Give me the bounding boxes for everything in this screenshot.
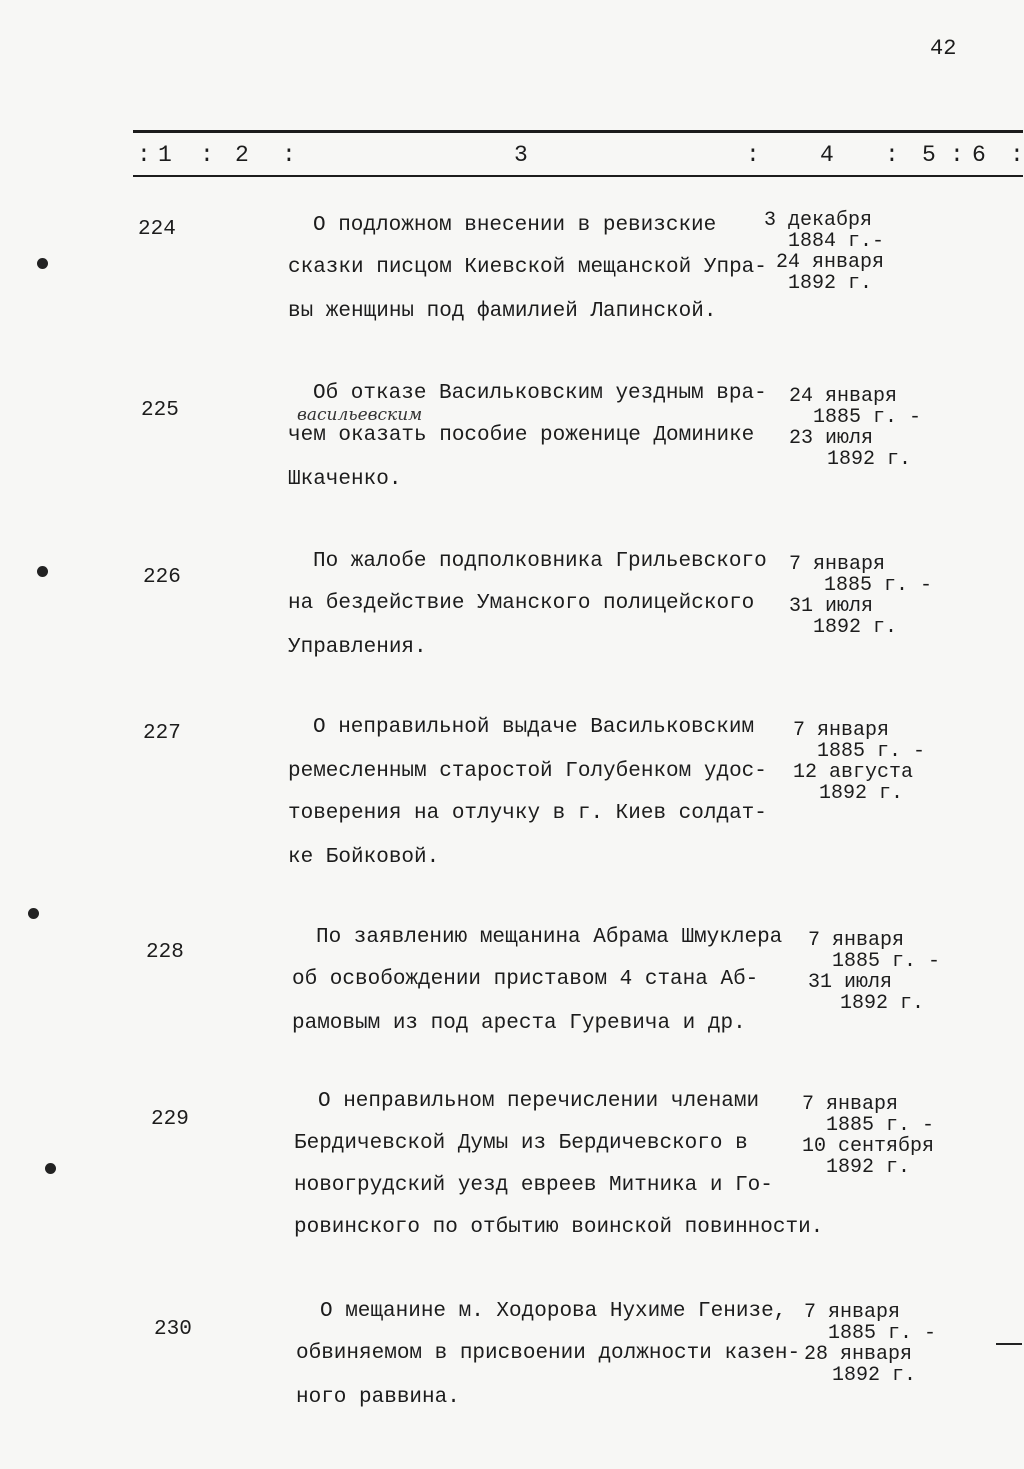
page-number: 42 xyxy=(930,36,957,61)
date-line: 10 сентября xyxy=(802,1135,935,1158)
date-line: 7 января xyxy=(804,1301,901,1324)
description-line: Управления. xyxy=(288,636,427,659)
date-line: 31 июля xyxy=(789,595,874,618)
column-6-header: 6 xyxy=(972,142,986,168)
date-line: 1892 г. xyxy=(789,616,898,639)
date-line: 7 января xyxy=(789,553,886,576)
entry-number: 227 xyxy=(143,722,181,745)
description-line: ке Бойковой. xyxy=(288,846,440,869)
description-line: О мещанине м. Ходорова Нухиме Генизе, xyxy=(320,1300,787,1323)
description-line: Бердичевской Думы из Бердичевского в xyxy=(294,1132,748,1155)
col-sep: : xyxy=(137,142,151,168)
date-line: 1885 г. - xyxy=(804,1322,937,1345)
date-line: 1885 г. - xyxy=(802,1114,935,1137)
col-sep: : xyxy=(950,142,964,168)
margin-mark xyxy=(996,1343,1022,1345)
description-line: об освобождении приставом 4 стана Аб- xyxy=(292,968,759,991)
handwritten-annotation: васильевским xyxy=(297,405,423,425)
col-sep: : xyxy=(200,142,214,168)
date-line: 1885 г. - xyxy=(800,574,933,597)
date-line: 7 января xyxy=(793,719,890,742)
binder-hole xyxy=(37,258,48,269)
date-line: 7 января xyxy=(802,1093,899,1116)
binder-hole xyxy=(37,566,48,577)
description-line: Об отказе Васильковским уездным вра- xyxy=(313,382,767,405)
date-line: 1892 г. xyxy=(764,272,873,295)
col-sep: : xyxy=(282,142,296,168)
description-line: новогрудский уезд евреев Митника и Го- xyxy=(294,1174,773,1197)
date-line: 1892 г. xyxy=(802,1156,911,1179)
entry-number: 224 xyxy=(138,218,176,241)
date-line: 7 января xyxy=(808,929,905,952)
column-2-header: 2 xyxy=(235,142,249,168)
date-line: 31 июля xyxy=(808,971,893,994)
description-line: О неправильной выдаче Васильковским xyxy=(313,716,755,739)
date-line: 1885 г. - xyxy=(808,950,941,973)
column-5-header: 5 xyxy=(922,142,936,168)
description-line: ремесленным старостой Голубенком удос- xyxy=(288,760,767,783)
description-line: По жалобе подполковника Грильевского xyxy=(313,550,767,573)
column-4-header: 4 xyxy=(820,142,834,168)
date-line: 1892 г. xyxy=(816,992,925,1015)
date-line: 12 августа xyxy=(793,761,914,784)
description-line: По заявлению мещанина Абрама Шмуклера xyxy=(316,926,783,949)
column-1-header: 1 xyxy=(158,142,172,168)
date-line: 1892 г. xyxy=(803,448,912,471)
description-line: на бездействие Уманского полицейского xyxy=(288,592,755,615)
description-line: обвиняемом в присвоении должности казен- xyxy=(296,1342,801,1365)
date-line: 1885 г. - xyxy=(793,740,926,763)
col-sep: : xyxy=(1010,142,1024,168)
date-line: 23 июля xyxy=(789,427,874,450)
header-rule-bottom xyxy=(133,175,1023,177)
date-line: 1885 г. - xyxy=(789,406,922,429)
date-line: 3 декабря xyxy=(764,209,873,232)
description-line: сказки писцом Киевской мещанской Упра- xyxy=(288,256,767,279)
binder-hole xyxy=(28,908,39,919)
date-line: 1892 г. xyxy=(808,1364,917,1387)
entry-number: 225 xyxy=(141,399,179,422)
date-line: 24 января xyxy=(789,385,898,408)
description-line: ного раввина. xyxy=(296,1386,460,1409)
description-line: рамовым из под ареста Гуревича и др. xyxy=(292,1012,746,1035)
description-line: чем оказать пособие роженице Доминике xyxy=(288,424,755,447)
description-line: О подложном внесении в ревизские xyxy=(313,214,717,237)
binder-hole xyxy=(45,1163,56,1174)
description-line: товерения на отлучку в г. Киев солдат- xyxy=(288,802,767,825)
description-line: О неправильном перечислении членами xyxy=(318,1090,760,1113)
description-line: Шкаченко. xyxy=(288,468,402,491)
header-rule-top xyxy=(133,130,1023,133)
entry-number: 228 xyxy=(146,941,184,964)
date-line: 24 января xyxy=(776,251,885,274)
description-line: вы женщины под фамилией Лапинской. xyxy=(288,300,717,323)
col-sep: : xyxy=(746,142,760,168)
date-line: 1892 г. xyxy=(795,782,904,805)
description-line: ровинского по отбытию воинской повинности. xyxy=(294,1216,824,1239)
col-sep: : xyxy=(885,142,899,168)
date-line: 28 января xyxy=(804,1343,913,1366)
date-line: 1884 г.- xyxy=(764,230,885,253)
column-3-header: 3 xyxy=(514,142,528,168)
entry-number: 226 xyxy=(143,566,181,589)
entry-number: 229 xyxy=(151,1108,189,1131)
entry-number: 230 xyxy=(154,1318,192,1341)
